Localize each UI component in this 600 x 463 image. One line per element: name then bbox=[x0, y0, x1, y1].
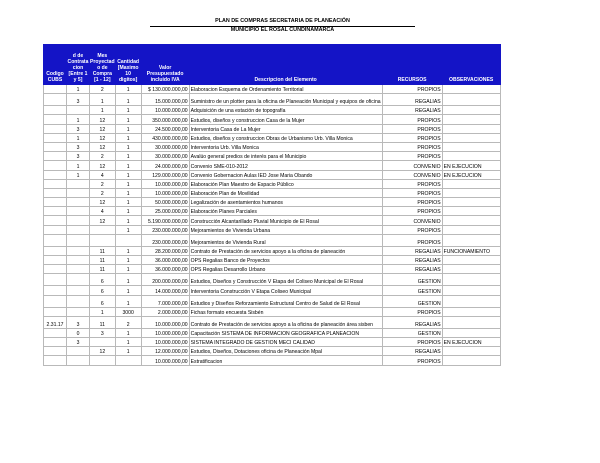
purchase-plan-table bbox=[43, 44, 501, 366]
cubs-cell bbox=[44, 106, 67, 115]
table-row bbox=[44, 265, 501, 274]
table-row bbox=[44, 124, 501, 133]
description-cell: Estratificacion bbox=[189, 356, 382, 365]
month-cell: 11 bbox=[90, 256, 116, 265]
table-row bbox=[44, 85, 501, 94]
description-cell: SISTEMA INTEGRADO DE GESTION MECI CALIDAD bbox=[189, 337, 382, 346]
table-row bbox=[44, 274, 501, 286]
table-row bbox=[44, 94, 501, 106]
contract-type-cell bbox=[67, 295, 90, 307]
resources-cell: GESTION bbox=[382, 286, 442, 295]
description-cell: Contrato de Prestación de servicios apoyo a la oficina de planeación área sisben bbox=[189, 316, 382, 328]
quantity-cell: 1 bbox=[115, 142, 141, 151]
header-resources: RECURSOS bbox=[382, 45, 442, 85]
contract-type-cell bbox=[67, 179, 90, 188]
observations-cell bbox=[442, 124, 500, 133]
resources-cell: PROPIOS bbox=[382, 115, 442, 124]
description-cell: Elaboración Planes Parciales bbox=[189, 207, 382, 216]
value-cell: 10.000.000,00 bbox=[141, 106, 189, 115]
resources-cell: PROPIOS bbox=[382, 356, 442, 365]
resources-cell: REGALIAS bbox=[382, 256, 442, 265]
resources-cell: PROPIOS bbox=[382, 207, 442, 216]
month-cell: 4 bbox=[90, 207, 116, 216]
observations-cell bbox=[442, 286, 500, 295]
table-row bbox=[44, 347, 501, 356]
observations-cell: EN EJECUCION bbox=[442, 170, 500, 179]
table-row bbox=[44, 152, 501, 161]
table-row bbox=[44, 198, 501, 207]
quantity-cell: 1 bbox=[115, 286, 141, 295]
description-cell: Elaboracion Esquema de Ordenamiento Territorial bbox=[189, 85, 382, 94]
description-cell: Suministro de un plotter para la oficina de Planeación Municipal y equipos de oficina bbox=[189, 94, 382, 106]
table-row bbox=[44, 216, 501, 225]
cubs-cell bbox=[44, 256, 67, 265]
observations-cell bbox=[442, 347, 500, 356]
month-cell: 12 bbox=[90, 124, 116, 133]
contract-type-cell: 3 bbox=[67, 124, 90, 133]
observations-cell: EN EJECUCION bbox=[442, 161, 500, 170]
month-cell: 12 bbox=[90, 347, 116, 356]
observations-cell bbox=[442, 256, 500, 265]
value-cell: 10.000.000,00 bbox=[141, 328, 189, 337]
contract-type-cell bbox=[67, 207, 90, 216]
description-cell: Adquisición de una estación de topografía bbox=[189, 106, 382, 115]
table-row bbox=[44, 295, 501, 307]
value-cell: 7.000.000,00 bbox=[141, 295, 189, 307]
description-cell: Avalúo general predios de interés para el Municipio bbox=[189, 152, 382, 161]
resources-cell: PROPIOS bbox=[382, 337, 442, 346]
quantity-cell: 1 bbox=[115, 265, 141, 274]
cubs-cell bbox=[44, 198, 67, 207]
cubs-cell bbox=[44, 295, 67, 307]
resources-cell: PROPIOS bbox=[382, 307, 442, 316]
contract-type-cell bbox=[67, 256, 90, 265]
table-row bbox=[44, 161, 501, 170]
value-cell: 230.000.000,00 bbox=[141, 225, 189, 234]
header-cubs-code: Codigo CUBS bbox=[44, 45, 67, 85]
header-contract-type: d de Contrata cion [Entre 1 y 5] bbox=[67, 45, 90, 85]
value-cell: 24.500.000,00 bbox=[141, 124, 189, 133]
value-cell: 12.000.000,00 bbox=[141, 347, 189, 356]
description-cell: Capacitación SISTEMA DE INFORMACION GEOGRAFICA PLANEACION bbox=[189, 328, 382, 337]
description-cell: Mejoramientos de Vivienda Rural bbox=[189, 234, 382, 246]
resources-cell: PROPIOS bbox=[382, 133, 442, 142]
quantity-cell: 1 bbox=[115, 328, 141, 337]
value-cell: 36.000.000,00 bbox=[141, 256, 189, 265]
cubs-cell bbox=[44, 356, 67, 365]
cubs-cell bbox=[44, 265, 67, 274]
value-cell: 15.000.000,00 bbox=[141, 94, 189, 106]
quantity-cell: 1 bbox=[115, 161, 141, 170]
cubs-cell bbox=[44, 179, 67, 188]
observations-cell bbox=[442, 115, 500, 124]
quantity-cell: 1 bbox=[115, 246, 141, 255]
value-cell: 430.000.000,00 bbox=[141, 133, 189, 142]
value-cell: 230.000.000,00 bbox=[141, 234, 189, 246]
quantity-cell: 1 bbox=[115, 274, 141, 286]
month-cell: 3 bbox=[90, 328, 116, 337]
resources-cell: PROPIOS bbox=[382, 124, 442, 133]
resources-cell: REGALIAS bbox=[382, 316, 442, 328]
description-cell: Estudios, diseños y construccion Obras de Urbanismo Urb. Villa Monica bbox=[189, 133, 382, 142]
quantity-cell: 1 bbox=[115, 94, 141, 106]
cubs-cell bbox=[44, 246, 67, 255]
table-row bbox=[44, 246, 501, 255]
quantity-cell: 1 bbox=[115, 115, 141, 124]
quantity-cell: 1 bbox=[115, 225, 141, 234]
contract-type-cell: 1 bbox=[67, 115, 90, 124]
value-cell: 10.000.000,00 bbox=[141, 179, 189, 188]
table-row bbox=[44, 286, 501, 295]
table-header-row bbox=[44, 45, 501, 85]
resources-cell: GESTION bbox=[382, 328, 442, 337]
month-cell: 12 bbox=[90, 161, 116, 170]
observations-cell bbox=[442, 207, 500, 216]
resources-cell: REGALIAS bbox=[382, 246, 442, 255]
contract-type-cell: 0 bbox=[67, 328, 90, 337]
value-cell: 10.000.000,00 bbox=[141, 337, 189, 346]
table-row bbox=[44, 234, 501, 246]
value-cell: 28.200.000,00 bbox=[141, 246, 189, 255]
table-row bbox=[44, 142, 501, 151]
table-row bbox=[44, 256, 501, 265]
observations-cell bbox=[442, 188, 500, 197]
contract-type-cell: 3 bbox=[67, 152, 90, 161]
contract-type-cell bbox=[67, 347, 90, 356]
observations-cell bbox=[442, 295, 500, 307]
description-cell: Convenio Gobernacion Aulas IED Jose Maria Obando bbox=[189, 170, 382, 179]
resources-cell: REGALIAS bbox=[382, 106, 442, 115]
month-cell: 6 bbox=[90, 274, 116, 286]
contract-type-cell bbox=[67, 265, 90, 274]
header-purchase-month: Mes Proyectad o de Compra [1 - 12] bbox=[90, 45, 116, 85]
month-cell: 12 bbox=[90, 216, 116, 225]
cubs-cell: 2.31.17 bbox=[44, 316, 67, 328]
value-cell: 10.000.000,00 bbox=[141, 316, 189, 328]
contract-type-cell bbox=[67, 225, 90, 234]
resources-cell: REGALIAS bbox=[382, 265, 442, 274]
cubs-cell bbox=[44, 115, 67, 124]
resources-cell: PROPIOS bbox=[382, 152, 442, 161]
table-row bbox=[44, 115, 501, 124]
description-cell: Mejoramientos de Vivienda Urbana bbox=[189, 225, 382, 234]
table-row bbox=[44, 337, 501, 346]
header-quantity: Cantidad [Maximo 10 digitos] bbox=[115, 45, 141, 85]
month-cell: 12 bbox=[90, 115, 116, 124]
value-cell: 129.000.000,00 bbox=[141, 170, 189, 179]
header-description: Descripcion del Elemento bbox=[189, 45, 382, 85]
observations-cell: EN EJECUCION bbox=[442, 337, 500, 346]
cubs-cell bbox=[44, 337, 67, 346]
value-cell: 350.000.000,00 bbox=[141, 115, 189, 124]
observations-cell bbox=[442, 216, 500, 225]
value-cell: 25.000.000,00 bbox=[141, 207, 189, 216]
quantity-cell: 1 bbox=[115, 179, 141, 188]
description-cell: Estudios, Diseños y Construcción V Etapa del Coliseo Municipal de El Rosal bbox=[189, 274, 382, 286]
cubs-cell bbox=[44, 170, 67, 179]
observations-cell bbox=[442, 133, 500, 142]
resources-cell: CONVENIO bbox=[382, 161, 442, 170]
month-cell: 12 bbox=[90, 198, 116, 207]
month-cell: 2 bbox=[90, 85, 116, 94]
contract-type-cell bbox=[67, 106, 90, 115]
quantity-cell: 1 bbox=[115, 152, 141, 161]
document-title: PLAN DE COMPRAS SECRETARIA DE PLANEACIÓN bbox=[150, 18, 415, 27]
contract-type-cell bbox=[67, 188, 90, 197]
resources-cell: PROPIOS bbox=[382, 198, 442, 207]
value-cell: 200.000.000,00 bbox=[141, 274, 189, 286]
description-cell: OPS Regalias Banco de Proyectos bbox=[189, 256, 382, 265]
resources-cell: REGALIAS bbox=[382, 347, 442, 356]
observations-cell bbox=[442, 328, 500, 337]
quantity-cell: 3000 bbox=[115, 307, 141, 316]
cubs-cell bbox=[44, 274, 67, 286]
observations-cell bbox=[442, 265, 500, 274]
description-cell: Interventoria Urb. Villa Monica bbox=[189, 142, 382, 151]
quantity-cell: 1 bbox=[115, 133, 141, 142]
quantity-cell: 1 bbox=[115, 85, 141, 94]
cubs-cell bbox=[44, 133, 67, 142]
table-row bbox=[44, 133, 501, 142]
description-cell: Elaboración Plan Maestro de Espacio Público bbox=[189, 179, 382, 188]
description-cell: Contrato de Prestación de servicios apoyo a la oficina de planeación bbox=[189, 246, 382, 255]
description-cell: Interventoria Construcción V Etapa Coliseo Municipal bbox=[189, 286, 382, 295]
observations-cell bbox=[442, 274, 500, 286]
value-cell: 50.000.000,00 bbox=[141, 198, 189, 207]
resources-cell: PROPIOS bbox=[382, 234, 442, 246]
contract-type-cell bbox=[67, 274, 90, 286]
month-cell: 12 bbox=[90, 142, 116, 151]
observations-cell bbox=[442, 152, 500, 161]
value-cell: $ 130.000.000,00 bbox=[141, 85, 189, 94]
header-observations: OBSERVACIONES bbox=[442, 45, 500, 85]
quantity-cell: 2 bbox=[115, 316, 141, 328]
resources-cell: PROPIOS bbox=[382, 179, 442, 188]
quantity-cell: 1 bbox=[115, 188, 141, 197]
value-cell: 30.000.000,00 bbox=[141, 142, 189, 151]
month-cell: 1 bbox=[90, 106, 116, 115]
observations-cell bbox=[442, 85, 500, 94]
contract-type-cell: 1 bbox=[67, 133, 90, 142]
cubs-cell bbox=[44, 94, 67, 106]
contract-type-cell bbox=[67, 307, 90, 316]
table-row bbox=[44, 356, 501, 365]
observations-cell bbox=[442, 234, 500, 246]
quantity-cell: 1 bbox=[115, 124, 141, 133]
resources-cell: CONVENIO bbox=[382, 216, 442, 225]
table-row bbox=[44, 179, 501, 188]
document-subtitle: MUNICIPIO EL ROSAL CUNDINAMARCA bbox=[230, 26, 335, 33]
cubs-cell bbox=[44, 347, 67, 356]
value-cell: 10.000.000,00 bbox=[141, 356, 189, 365]
month-cell: 6 bbox=[90, 295, 116, 307]
table-row bbox=[44, 328, 501, 337]
description-cell: Estudios y Diseños Reforzamiento Estructural Centro de Salud de El Rosal bbox=[189, 295, 382, 307]
observations-cell: FUNCIONAMIENTO bbox=[442, 246, 500, 255]
observations-cell bbox=[442, 179, 500, 188]
quantity-cell: 1 bbox=[115, 216, 141, 225]
month-cell: 1 bbox=[90, 94, 116, 106]
contract-type-cell bbox=[67, 216, 90, 225]
cubs-cell bbox=[44, 124, 67, 133]
contract-type-cell: 1 bbox=[67, 85, 90, 94]
observations-cell bbox=[442, 225, 500, 234]
table-row bbox=[44, 106, 501, 115]
description-cell: Convenio SME-010-2012 bbox=[189, 161, 382, 170]
month-cell: 11 bbox=[90, 316, 116, 328]
header-budget-value: Valor Presupuestado incluido IVA bbox=[141, 45, 189, 85]
cubs-cell bbox=[44, 307, 67, 316]
month-cell: 2 bbox=[90, 179, 116, 188]
contract-type-cell bbox=[67, 198, 90, 207]
contract-type-cell: 1 bbox=[67, 170, 90, 179]
observations-cell bbox=[442, 307, 500, 316]
resources-cell: GESTION bbox=[382, 274, 442, 286]
value-cell: 30.000.000,00 bbox=[141, 152, 189, 161]
observations-cell bbox=[442, 94, 500, 106]
table-row bbox=[44, 225, 501, 234]
description-cell: Estudios, diseños y construccion Casa de la Mujer bbox=[189, 115, 382, 124]
resources-cell: PROPIOS bbox=[382, 142, 442, 151]
observations-cell bbox=[442, 106, 500, 115]
table-row bbox=[44, 170, 501, 179]
description-cell: Construcción Alcantarillado Pluvial Municipio de El Rosal bbox=[189, 216, 382, 225]
quantity-cell: 1 bbox=[115, 295, 141, 307]
month-cell: 6 bbox=[90, 286, 116, 295]
value-cell: 5.190.000.000,00 bbox=[141, 216, 189, 225]
cubs-cell bbox=[44, 286, 67, 295]
resources-cell: GESTION bbox=[382, 295, 442, 307]
resources-cell: PROPIOS bbox=[382, 225, 442, 234]
table-row bbox=[44, 188, 501, 197]
cubs-cell bbox=[44, 142, 67, 151]
resources-cell: PROPIOS bbox=[382, 85, 442, 94]
month-cell bbox=[90, 356, 116, 365]
month-cell: 1 bbox=[90, 307, 116, 316]
cubs-cell bbox=[44, 152, 67, 161]
contract-type-cell bbox=[67, 246, 90, 255]
quantity-cell: 1 bbox=[115, 170, 141, 179]
quantity-cell: 1 bbox=[115, 347, 141, 356]
table-row bbox=[44, 207, 501, 216]
quantity-cell bbox=[115, 356, 141, 365]
cubs-cell bbox=[44, 216, 67, 225]
table-row bbox=[44, 307, 501, 316]
document-header bbox=[150, 18, 415, 34]
contract-type-cell: 3 bbox=[67, 316, 90, 328]
contract-type-cell bbox=[67, 234, 90, 246]
value-cell: 2.000.000,00 bbox=[141, 307, 189, 316]
quantity-cell bbox=[115, 234, 141, 246]
cubs-cell bbox=[44, 234, 67, 246]
cubs-cell bbox=[44, 207, 67, 216]
contract-type-cell bbox=[67, 286, 90, 295]
observations-cell bbox=[442, 142, 500, 151]
month-cell: 2 bbox=[90, 188, 116, 197]
description-cell: OPS Regalias Desarrollo Urbano bbox=[189, 265, 382, 274]
cubs-cell bbox=[44, 85, 67, 94]
value-cell: 14.000.000,00 bbox=[141, 286, 189, 295]
cubs-cell bbox=[44, 161, 67, 170]
description-cell: Legalización de asentamientos humanos bbox=[189, 198, 382, 207]
description-cell: Fichas formato encuesta Sisbén bbox=[189, 307, 382, 316]
resources-cell: REGALIAS bbox=[382, 94, 442, 106]
month-cell bbox=[90, 337, 116, 346]
observations-cell bbox=[442, 198, 500, 207]
quantity-cell: 1 bbox=[115, 106, 141, 115]
value-cell: 36.000.000,00 bbox=[141, 265, 189, 274]
resources-cell: CONVENIO bbox=[382, 170, 442, 179]
description-cell: Elaboración Plan de Movilidad bbox=[189, 188, 382, 197]
quantity-cell: 1 bbox=[115, 207, 141, 216]
observations-cell bbox=[442, 316, 500, 328]
month-cell: 4 bbox=[90, 170, 116, 179]
month-cell: 11 bbox=[90, 246, 116, 255]
value-cell: 24.000.000,00 bbox=[141, 161, 189, 170]
month-cell: 2 bbox=[90, 152, 116, 161]
quantity-cell: 1 bbox=[115, 198, 141, 207]
month-cell bbox=[90, 234, 116, 246]
description-cell: Estudios, Diseños, Dotaciones oficina de Planeación Mpal bbox=[189, 347, 382, 356]
contract-type-cell: 3 bbox=[67, 94, 90, 106]
cubs-cell bbox=[44, 225, 67, 234]
observations-cell bbox=[442, 356, 500, 365]
contract-type-cell: 3 bbox=[67, 142, 90, 151]
value-cell: 10.000.000,00 bbox=[141, 188, 189, 197]
month-cell bbox=[90, 225, 116, 234]
month-cell: 11 bbox=[90, 265, 116, 274]
contract-type-cell bbox=[67, 356, 90, 365]
description-cell: Interventoria Casa de La Mujer bbox=[189, 124, 382, 133]
month-cell: 12 bbox=[90, 133, 116, 142]
quantity-cell: 1 bbox=[115, 256, 141, 265]
contract-type-cell: 3 bbox=[67, 337, 90, 346]
resources-cell: PROPIOS bbox=[382, 188, 442, 197]
cubs-cell bbox=[44, 328, 67, 337]
table-row bbox=[44, 316, 501, 328]
quantity-cell: 1 bbox=[115, 337, 141, 346]
contract-type-cell: 1 bbox=[67, 161, 90, 170]
cubs-cell bbox=[44, 188, 67, 197]
